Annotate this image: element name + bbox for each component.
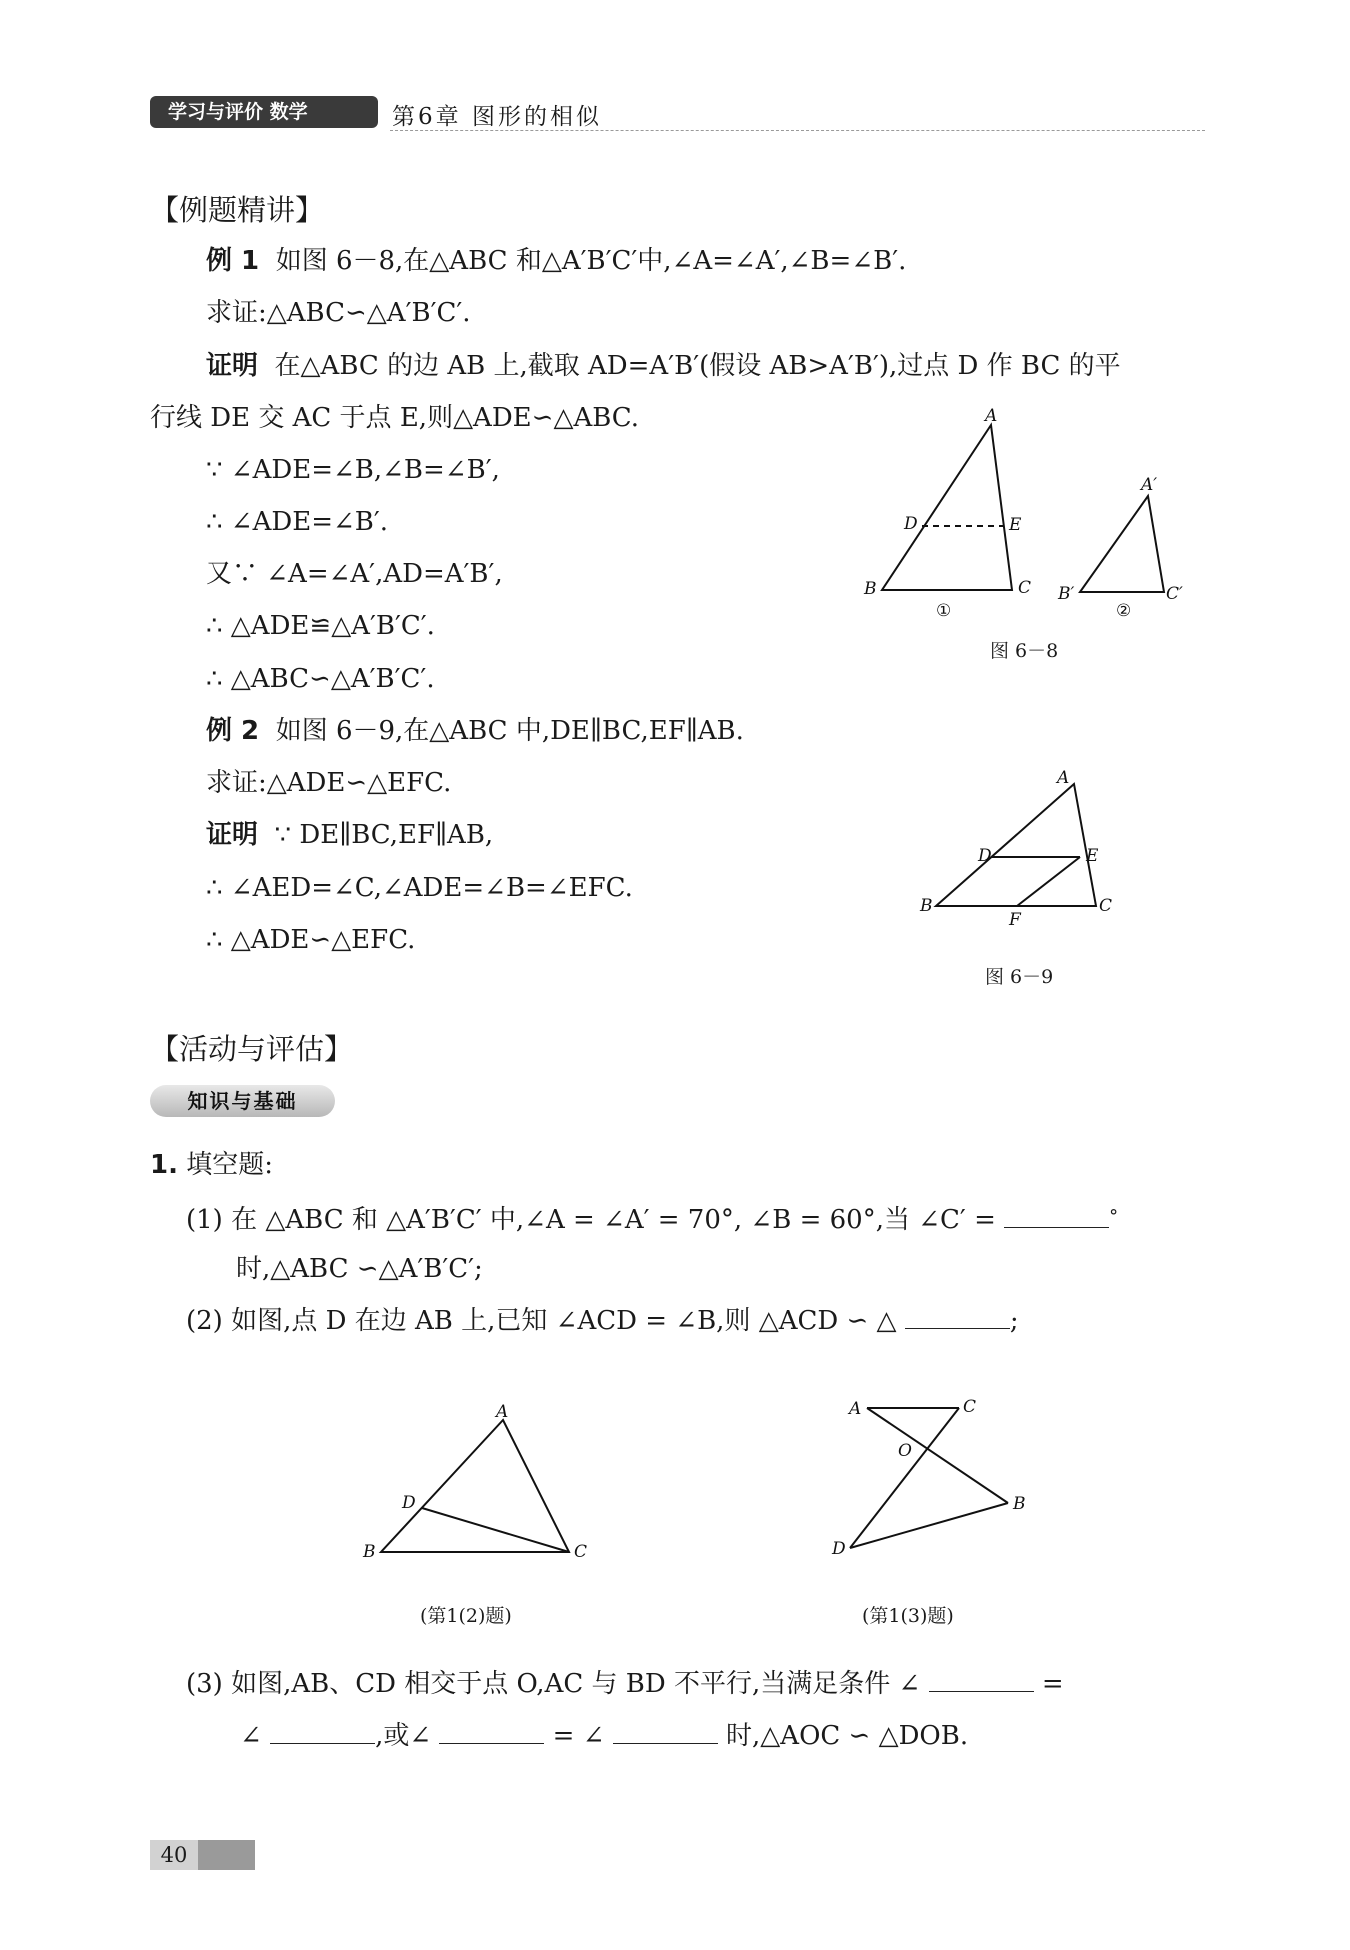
segment-cd bbox=[850, 1408, 959, 1548]
label-C: C bbox=[574, 1542, 588, 1562]
example-2-step-2: ∴ △ADE∽△EFC. bbox=[206, 925, 416, 955]
figure-6-9-caption: 图 6－9 bbox=[985, 966, 1054, 988]
example-1-step-2: ∴ ∠ADE=∠B′. bbox=[206, 507, 389, 537]
label-circled-2: ② bbox=[1116, 601, 1132, 621]
answer-blank-4[interactable] bbox=[270, 1719, 375, 1744]
question-1-part-3-line-2 bbox=[240, 1719, 968, 1753]
segment-dc bbox=[422, 1508, 569, 1552]
question-1-label: 1. bbox=[150, 1150, 178, 1180]
example-2-proof-line-1 bbox=[206, 818, 493, 852]
equals-angle-text: = ∠ bbox=[552, 1721, 605, 1751]
segment-ab bbox=[867, 1408, 1008, 1503]
label-B: B bbox=[864, 579, 877, 599]
proof-text: 在△ABC 的边 AB 上,截取 AD=A′B′(假设 AB>A′B′),过点 D 作 BC 的平 bbox=[274, 351, 1121, 381]
example-1-statement bbox=[206, 244, 906, 278]
part-2-text: (2) 如图,点 D 在边 AB 上,已知 ∠ACD = ∠B,则 △ACD ∽ △ bbox=[186, 1306, 897, 1336]
proof-label: 证明 bbox=[206, 351, 259, 381]
proof-label-2: 证明 bbox=[206, 820, 259, 850]
answer-blank-6[interactable] bbox=[613, 1719, 718, 1744]
question-1-part-1-line-1 bbox=[186, 1200, 1118, 1237]
part-1-text: (1) 在 △ABC 和 △A′B′C′ 中,∠A = ∠A′ = 70°, ∠B = 60°,当 ∠C′ = bbox=[186, 1205, 996, 1235]
figure-q1-2 bbox=[355, 1400, 595, 1570]
label-C: C bbox=[963, 1397, 977, 1417]
degree-sign: ° bbox=[1109, 1206, 1119, 1227]
part-3-text: (3) 如图,AB、CD 相交于点 O,AC 与 BD 不平行,当满足条件 ∠ bbox=[186, 1669, 921, 1699]
label-F: F bbox=[1009, 910, 1021, 930]
figure-q1-3 bbox=[832, 1395, 1050, 1565]
example-1-step-4: ∴ △ADE≌△A′B′C′. bbox=[206, 611, 435, 641]
answer-blank-3[interactable] bbox=[929, 1667, 1034, 1692]
header-rule bbox=[390, 130, 1205, 131]
segment-db bbox=[850, 1503, 1008, 1548]
example-1-proof-line-2: 行线 DE 交 AC 于点 E,则△ADE∽△ABC. bbox=[150, 403, 640, 433]
question-1-part-2 bbox=[186, 1304, 1019, 1338]
page-number: 40 bbox=[150, 1840, 198, 1870]
part-2-end: ; bbox=[1009, 1306, 1019, 1336]
example-1-step-1: ∵ ∠ADE=∠B,∠B=∠B′, bbox=[206, 455, 500, 485]
example-1-prove: 求证:△ABC∽△A′B′C′. bbox=[206, 298, 471, 328]
book-title-badge: 学习与评价 数学 bbox=[150, 96, 378, 128]
example-2-prove: 求证:△ADE∽△EFC. bbox=[206, 768, 452, 798]
answer-blank-5[interactable] bbox=[439, 1719, 544, 1744]
proof-text-2: ∵ DE∥BC,EF∥AB, bbox=[274, 820, 494, 850]
label-E: E bbox=[1009, 515, 1022, 535]
example-1-label: 例 1 bbox=[206, 246, 260, 276]
section-title-activities: 【活动与评估】 bbox=[150, 1032, 354, 1066]
label-B: B bbox=[1013, 1494, 1026, 1514]
figure-6-8 bbox=[860, 406, 1200, 630]
answer-blank-1[interactable] bbox=[1004, 1203, 1109, 1228]
figure-q1-3-caption: (第1(3)题) bbox=[862, 1605, 954, 1627]
triangle-abc bbox=[882, 425, 1012, 590]
triangle-abc-3 bbox=[381, 1420, 569, 1552]
label-A: A bbox=[985, 406, 998, 426]
example-2-statement bbox=[206, 714, 744, 748]
angle-sign-1: ∠ bbox=[240, 1721, 262, 1751]
label-E: E bbox=[1086, 846, 1099, 866]
answer-blank-2[interactable] bbox=[905, 1304, 1010, 1329]
label-C: C bbox=[1099, 896, 1113, 916]
label-circled-1: ① bbox=[936, 601, 952, 621]
label-D: D bbox=[832, 1539, 846, 1559]
figure-6-9 bbox=[915, 770, 1125, 940]
or-angle-text: ,或∠ bbox=[375, 1721, 432, 1751]
label-D: D bbox=[402, 1493, 416, 1513]
triangle-a2b2c2 bbox=[1080, 496, 1164, 592]
part-3-end-text: 时,△AOC ∽ △DOB. bbox=[726, 1721, 969, 1751]
question-1-title bbox=[150, 1148, 273, 1182]
example-1-step-3: 又∵ ∠A=∠A′,AD=A′B′, bbox=[206, 559, 503, 589]
knowledge-badge: 知识与基础 bbox=[150, 1085, 335, 1117]
equals-sign: = bbox=[1041, 1669, 1064, 1699]
question-1-part-3-line-1 bbox=[186, 1667, 1064, 1701]
label-B: B bbox=[363, 1542, 376, 1562]
label-D: D bbox=[978, 846, 992, 866]
label-C: C bbox=[1018, 578, 1032, 598]
label-C-prime: C′ bbox=[1166, 584, 1183, 604]
label-B-prime: B′ bbox=[1058, 584, 1075, 604]
label-D: D bbox=[904, 514, 918, 534]
label-O: O bbox=[898, 1441, 912, 1461]
segment-ef bbox=[1017, 857, 1080, 906]
example-2-text: 如图 6－9,在△ABC 中,DE∥BC,EF∥AB. bbox=[275, 716, 744, 746]
triangle-abc-2 bbox=[936, 784, 1096, 906]
label-A: A bbox=[496, 1402, 509, 1422]
label-A-prime: A′ bbox=[1141, 475, 1158, 495]
question-1-part-1-line-2: 时,△ABC ∽△A′B′C′; bbox=[236, 1254, 483, 1284]
section-title-examples: 【例题精讲】 bbox=[150, 193, 325, 227]
figure-6-8-caption: 图 6－8 bbox=[990, 640, 1059, 662]
example-2-step-1: ∴ ∠AED=∠C,∠ADE=∠B=∠EFC. bbox=[206, 873, 633, 903]
label-B: B bbox=[920, 896, 933, 916]
example-1-text: 如图 6－8,在△ABC 和△A′B′C′中,∠A=∠A′,∠B=∠B′. bbox=[275, 246, 907, 276]
example-1-proof-line-1 bbox=[206, 349, 1121, 383]
example-1-step-5: ∴ △ABC∽△A′B′C′. bbox=[206, 664, 435, 694]
label-A: A bbox=[849, 1399, 862, 1419]
label-A: A bbox=[1057, 768, 1070, 788]
question-1-text: 填空题: bbox=[186, 1150, 273, 1180]
chapter-title: 第6章 图形的相似 bbox=[392, 104, 602, 130]
example-2-label: 例 2 bbox=[206, 716, 260, 746]
figure-q1-2-caption: (第1(2)题) bbox=[420, 1605, 512, 1627]
